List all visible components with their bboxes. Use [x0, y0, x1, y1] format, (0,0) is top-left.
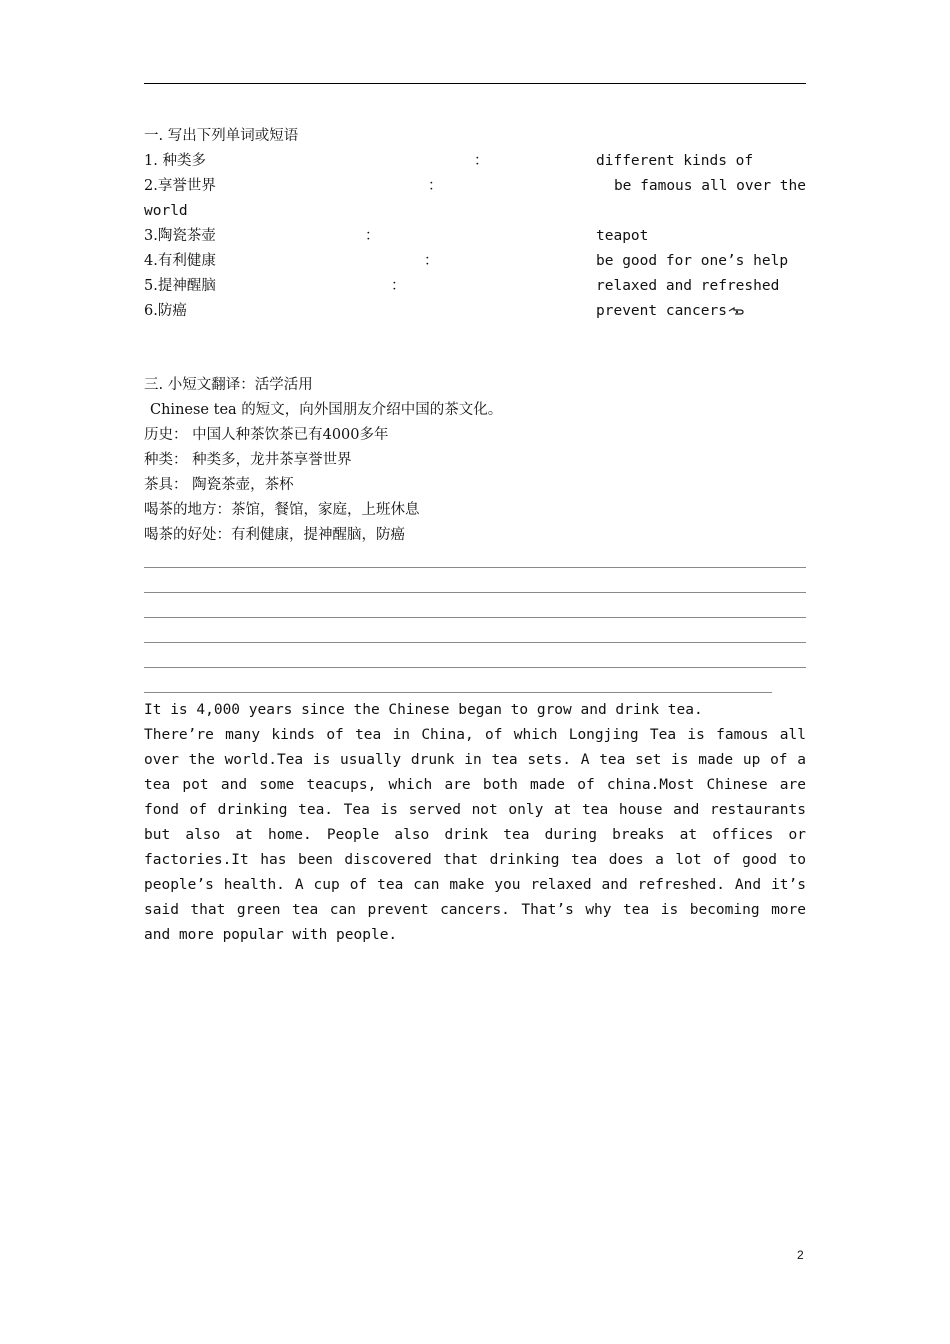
- vocab-item-5-colon: ：: [391, 278, 406, 294]
- writing-line: [144, 567, 806, 568]
- vocab-item-5-en: relaxed and refreshed: [596, 278, 780, 294]
- vocab-item-1-cn: 1. 种类多: [144, 153, 206, 169]
- vocab-item-3-en: teapot: [596, 228, 649, 244]
- section1-heading: 一. 写出下列单词或短语: [144, 128, 299, 144]
- vocab-item-6-en: [596, 299, 744, 324]
- vocab-item-2-colon: ：: [428, 178, 443, 194]
- vocab-item-5-cn: 5.提神醒脑: [144, 278, 216, 294]
- outline-line-history: 历史： 中国人种茶饮茶已有4000多年: [144, 427, 389, 443]
- vocab-item-3-colon: ：: [365, 228, 380, 244]
- vocab-item-6-en-text: prevent cancers: [596, 303, 727, 319]
- writing-line: [144, 617, 806, 618]
- vocab-item-4-colon: ：: [424, 253, 439, 269]
- vocab-item-2-en-cont: world: [144, 203, 188, 219]
- section3-heading: 三. 小短文翻译：活学活用: [144, 377, 313, 393]
- anchor-mark-icon: [728, 306, 744, 316]
- header-rule: [144, 83, 806, 84]
- section3-intro: Chinese tea 的短文，向外国朋友介绍中国的茶文化。: [150, 402, 503, 418]
- writing-line: [144, 667, 806, 668]
- outline-line-teaware: 茶具： 陶瓷茶壶，茶杯: [144, 477, 294, 493]
- writing-line: [144, 692, 772, 693]
- writing-line: [144, 592, 806, 593]
- answer-paragraph: There’re many kinds of tea in China, of which Longjing Tea is famous all over the world.Tea is usually drunk in tea sets. A tea set is made up of a tea pot and some teacups, which are both made of china.Most Chinese are fond of drinking tea. Tea is served not only at tea house and restaurants but also at home. People also drink tea during breaks at offices or factories.It has been discovered that drinking tea does a lot of good to people’s health. A cup of tea can make you relaxed and refreshed. And it’s said that green tea can prevent cancers. That’s why tea is becoming more and more popular with people.: [144, 727, 806, 943]
- writing-line: [144, 642, 806, 643]
- outline-line-places: 喝茶的地方：茶馆，餐馆，家庭，上班休息: [144, 502, 420, 518]
- answer-text: [144, 698, 806, 948]
- vocab-item-1-en: different kinds of: [596, 153, 754, 169]
- vocab-item-2-en: be famous all over the: [613, 178, 806, 194]
- vocab-item-4-cn: 4.有利健康: [144, 253, 216, 269]
- outline-line-benefits: 喝茶的好处：有利健康，提神醒脑，防癌: [144, 527, 405, 543]
- vocab-item-2-cn: 2.享誉世界: [144, 178, 216, 194]
- page-number: 2: [797, 1248, 804, 1262]
- vocab-item-6-cn: 6.防癌: [144, 303, 187, 319]
- outline-line-kinds: 种类： 种类多，龙井茶享誉世界: [144, 452, 352, 468]
- vocab-item-3-cn: 3.陶瓷茶壶: [144, 228, 216, 244]
- answer-first-line: It is 4,000 years since the Chinese began to grow and drink tea.: [144, 702, 703, 718]
- vocab-item-4-en: be good for one’s help: [596, 253, 789, 269]
- vocab-item-1-colon: ：: [474, 153, 489, 169]
